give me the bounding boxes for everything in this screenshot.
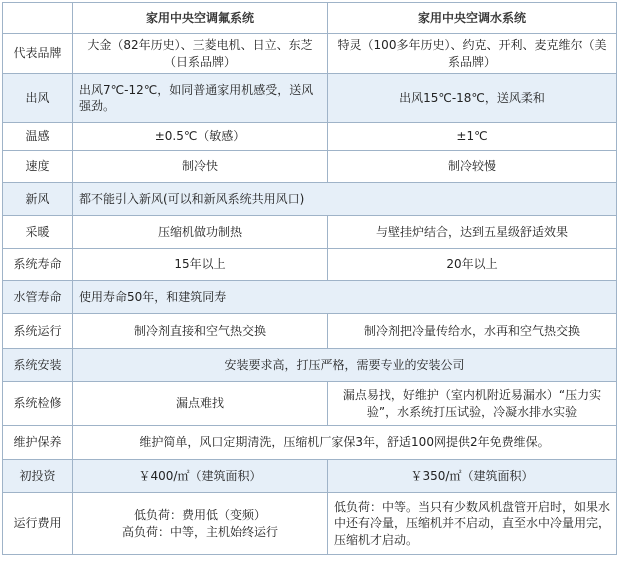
row-label: 初投资 xyxy=(3,460,73,493)
row-label: 温感 xyxy=(3,123,73,151)
table-row xyxy=(3,314,617,349)
table-row xyxy=(3,34,617,74)
cell-water: 出风15℃-18℃，送风柔和 xyxy=(328,74,617,123)
cell-fluorine: ￥400/㎡（建筑面积） xyxy=(73,460,328,493)
cell-fluorine: 压缩机做功制热 xyxy=(73,216,328,249)
cell-water: ￥350/㎡（建筑面积） xyxy=(328,460,617,493)
table-row xyxy=(3,151,617,183)
row-label: 系统寿命 xyxy=(3,249,73,281)
table-row xyxy=(3,249,617,281)
header-fluorine-system: 家用中央空调氟系统 xyxy=(73,3,328,34)
row-label: 采暖 xyxy=(3,216,73,249)
cell-water: 制冷剂把冷量传给水，水再和空气热交换 xyxy=(328,314,617,349)
cell-water: 特灵（100多年历史）、约克、开利、麦克维尔（美系品牌） xyxy=(328,34,617,74)
table-row xyxy=(3,74,617,123)
cell-water: 20年以上 xyxy=(328,249,617,281)
cell-fluorine: 低负荷：费用低（变频） 高负荷：中等，主机始终运行 xyxy=(73,493,328,555)
row-label: 运行费用 xyxy=(3,493,73,555)
row-label: 代表品牌 xyxy=(3,34,73,74)
cell-fluorine: 15年以上 xyxy=(73,249,328,281)
row-label: 维护保养 xyxy=(3,426,73,460)
table-row xyxy=(3,216,617,249)
row-label: 新风 xyxy=(3,183,73,216)
comparison-table xyxy=(2,2,617,555)
table-row xyxy=(3,493,617,555)
row-label: 系统检修 xyxy=(3,382,73,426)
row-label: 系统安装 xyxy=(3,349,73,382)
header-row xyxy=(3,3,617,34)
cell-fluorine: 制冷快 xyxy=(73,151,328,183)
table-row xyxy=(3,281,617,314)
table-row xyxy=(3,460,617,493)
cell-fluorine: 制冷剂直接和空气热交换 xyxy=(73,314,328,349)
table-row xyxy=(3,123,617,151)
cell-fluorine: 出风7℃-12℃，如同普通家用机感受，送风强劲。 xyxy=(73,74,328,123)
cell-merged: 维护简单，风口定期清洗，压缩机厂家保3年，舒适100网提供2年免费维保。 xyxy=(73,426,617,460)
cell-fluorine: ±0.5℃（敏感） xyxy=(73,123,328,151)
table-row xyxy=(3,183,617,216)
cell-fluorine: 漏点难找 xyxy=(73,382,328,426)
header-water-system: 家用中央空调水系统 xyxy=(328,3,617,34)
cell-merged: 都不能引入新风(可以和新风系统共用风口) xyxy=(73,183,617,216)
table-row xyxy=(3,349,617,382)
cell-merged: 使用寿命50年，和建筑同寿 xyxy=(73,281,617,314)
cell-merged: 安装要求高，打压严格，需要专业的安装公司 xyxy=(73,349,617,382)
cell-water: 漏点易找，好维护（室内机附近易漏水）“压力实验”，水系统打压试验，冷凝水排水实验 xyxy=(328,382,617,426)
cell-fluorine: 大金（82年历史）、三菱电机、日立、东芝（日系品牌） xyxy=(73,34,328,74)
row-label: 出风 xyxy=(3,74,73,123)
row-label: 水管寿命 xyxy=(3,281,73,314)
cell-water: 低负荷：中等。当只有少数风机盘管开启时，如果水中还有冷量，压缩机并不启动，直至水中冷量用完，压缩机才启动。 xyxy=(328,493,617,555)
cell-water: 与壁挂炉结合，达到五星级舒适效果 xyxy=(328,216,617,249)
cell-water: ±1℃ xyxy=(328,123,617,151)
cell-water: 制冷较慢 xyxy=(328,151,617,183)
table-row xyxy=(3,382,617,426)
row-label: 速度 xyxy=(3,151,73,183)
header-blank xyxy=(3,3,73,34)
table-row xyxy=(3,426,617,460)
row-label: 系统运行 xyxy=(3,314,73,349)
